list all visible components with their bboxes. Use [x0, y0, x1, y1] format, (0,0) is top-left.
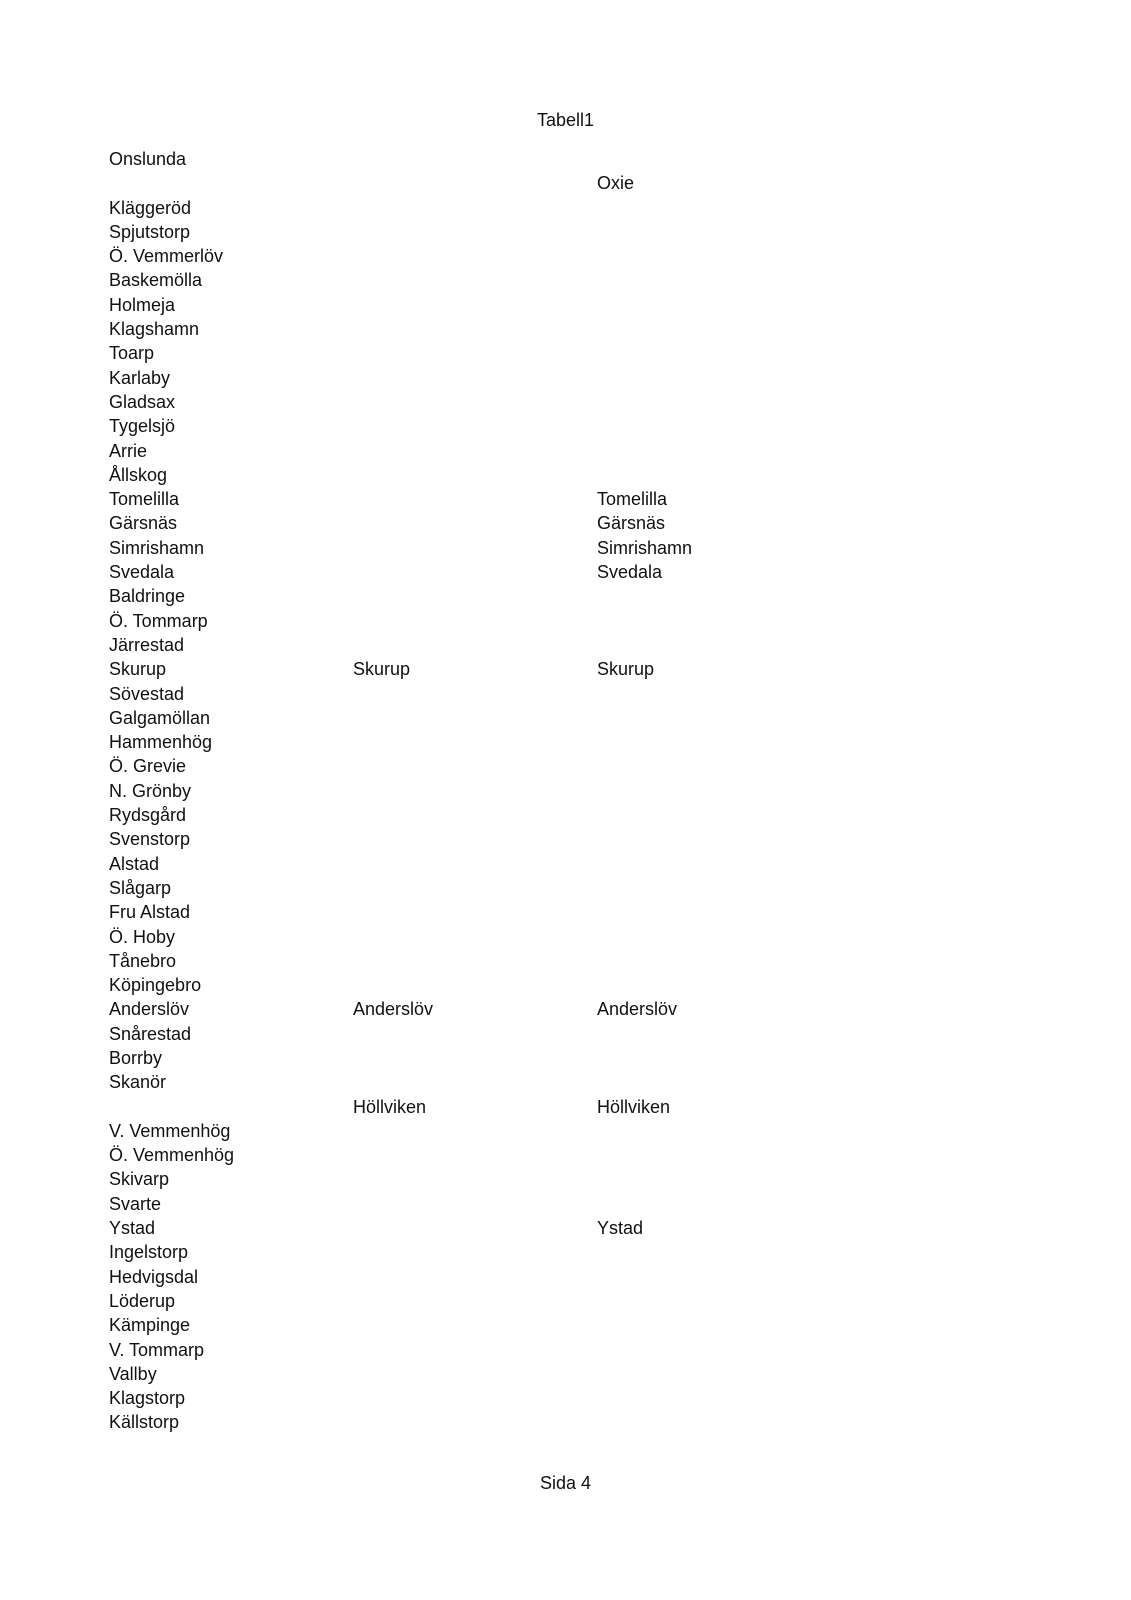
table-cell-col1: Järrestad [109, 634, 185, 655]
table-cell-col1: Ystad [109, 1218, 156, 1239]
table-row [109, 1046, 809, 1070]
table-cell-col1: Ö. Vemmerlöv [109, 246, 224, 267]
table-row [109, 852, 809, 876]
table-cell-col1: Skurup [109, 659, 167, 680]
table-cell-col1: Snårestad [109, 1023, 192, 1044]
table-cell-col1: Vallby [109, 1363, 157, 1384]
table-row [109, 1362, 809, 1386]
table-row [109, 633, 809, 657]
table-row [109, 997, 809, 1021]
table-row [109, 390, 809, 414]
table-row [109, 317, 809, 341]
table-row [109, 1143, 809, 1167]
table-cell-col1: Tomelilla [109, 489, 180, 510]
table-cell-col1: Ö. Grevie [109, 756, 187, 777]
table-row [109, 1095, 809, 1119]
table-cell-col1: Baldringe [109, 586, 186, 607]
table-row [109, 196, 809, 220]
table-cell-col2: Anderslöv [353, 999, 434, 1020]
table-cell-col1: Holmeja [109, 294, 176, 315]
table-cell-col1: Slågarp [109, 877, 172, 898]
table-cell-col1: Anderslöv [109, 999, 190, 1020]
table-cell-col1: Klagstorp [109, 1388, 186, 1409]
table-cell-col1: Källstorp [109, 1412, 180, 1433]
table-row [109, 171, 809, 195]
table-row [109, 1022, 809, 1046]
table-cell-col2: Skurup [353, 659, 411, 680]
table-row [109, 244, 809, 268]
table-row [109, 779, 809, 803]
table-row [109, 754, 809, 778]
table-row [109, 1192, 809, 1216]
table-row [109, 1216, 809, 1240]
table-cell-col1: Onslunda [109, 149, 187, 169]
table-cell-col1: Svarte [109, 1193, 162, 1214]
table-cell-col1: Toarp [109, 343, 155, 364]
table-row [109, 220, 809, 244]
table-cell-col1: Baskemölla [109, 270, 203, 291]
table-row [109, 1410, 809, 1434]
table-cell-col1: Borrby [109, 1047, 163, 1068]
table-row [109, 1070, 809, 1094]
table-cell-col1: Ö. Tommarp [109, 610, 208, 631]
table-cell-col1: Alstad [109, 853, 160, 874]
table-cell-col3: Simrishamn [597, 537, 693, 558]
sheet-table [109, 147, 809, 1435]
table-cell-col1: Kämpinge [109, 1315, 191, 1336]
table-cell-col3: Svedala [597, 562, 663, 583]
table-cell-col3: Ystad [597, 1218, 644, 1239]
table-cell-col3: Tomelilla [597, 489, 668, 510]
table-cell-col1: Klagshamn [109, 319, 200, 340]
table-row [109, 536, 809, 560]
table-cell-col1: Kläggeröd [109, 197, 192, 218]
table-row [109, 1313, 809, 1337]
table-row [109, 730, 809, 754]
table-row [109, 1386, 809, 1410]
table-cell-col1: Fru Alstad [109, 902, 191, 923]
table-cell-col1: Karlaby [109, 367, 171, 388]
table-row [109, 949, 809, 973]
table-row [109, 293, 809, 317]
table-row [109, 706, 809, 730]
table-row [109, 609, 809, 633]
table-row [109, 341, 809, 365]
page-title [0, 109, 1131, 131]
table-row [109, 876, 809, 900]
table-cell-col1: Svedala [109, 562, 175, 583]
table-row [109, 268, 809, 292]
table-cell-col1: Galgamöllan [109, 707, 211, 728]
table-row [109, 925, 809, 949]
table-row [109, 973, 809, 997]
table-row [109, 511, 809, 535]
table-row [109, 827, 809, 851]
table-cell-col3: Anderslöv [597, 999, 678, 1020]
table-cell-col1: Ö. Vemmenhög [109, 1145, 235, 1166]
table-row [109, 147, 809, 171]
table-row [109, 584, 809, 608]
table-cell-col1: Skanör [109, 1072, 167, 1093]
table-cell-col1: Hammenhög [109, 732, 213, 753]
table-cell-col3: Skurup [597, 659, 655, 680]
table-cell-col3: Höllviken [597, 1096, 671, 1117]
table-cell-col1: Sövestad [109, 683, 185, 704]
table-row [109, 1119, 809, 1143]
table-cell-col1: Arrie [109, 440, 148, 461]
table-cell-col1: V. Tommarp [109, 1339, 205, 1360]
table-cell-col1: Gladsax [109, 391, 176, 412]
table-cell-col1: Löderup [109, 1290, 176, 1311]
table-cell-col1: Simrishamn [109, 537, 205, 558]
table-cell-col1: Spjutstorp [109, 221, 191, 242]
table-row [109, 1338, 809, 1362]
table-row [109, 560, 809, 584]
table-cell-col2: Höllviken [353, 1096, 427, 1117]
table-cell-col1: Skivarp [109, 1169, 170, 1190]
table-row [109, 803, 809, 827]
table-cell-col3: Oxie [597, 173, 635, 194]
table-cell-col1: Hedvigsdal [109, 1266, 199, 1287]
table-cell-col1: Tånebro [109, 950, 177, 971]
table-cell-col1: Ållskog [109, 464, 168, 485]
page-title-text: Tabell1 [536, 110, 595, 130]
table-row [109, 439, 809, 463]
table-cell-col1: Ingelstorp [109, 1242, 189, 1263]
table-cell-col1: Köpingebro [109, 975, 202, 996]
table-row [109, 487, 809, 511]
table-cell-col1: Gärsnäs [109, 513, 178, 534]
table-row [109, 463, 809, 487]
table-row [109, 900, 809, 924]
table-row [109, 682, 809, 706]
table-cell-col1: Ö. Hoby [109, 926, 176, 947]
table-cell-col1: V. Vemmenhög [109, 1120, 231, 1141]
table-row [109, 1289, 809, 1313]
table-cell-col1: Svenstorp [109, 829, 191, 850]
table-cell-col3: Gärsnäs [597, 513, 666, 534]
table-cell-col1: Tygelsjö [109, 416, 176, 437]
table-cell-col1: Rydsgård [109, 805, 187, 826]
table-row [109, 414, 809, 438]
table-row [109, 1167, 809, 1191]
table-row [109, 366, 809, 390]
page-number: Sida 4 [539, 1473, 592, 1493]
table-row [109, 1240, 809, 1264]
table-row [109, 657, 809, 681]
table-cell-col1: N. Grönby [109, 780, 192, 801]
table-row [109, 1265, 809, 1289]
